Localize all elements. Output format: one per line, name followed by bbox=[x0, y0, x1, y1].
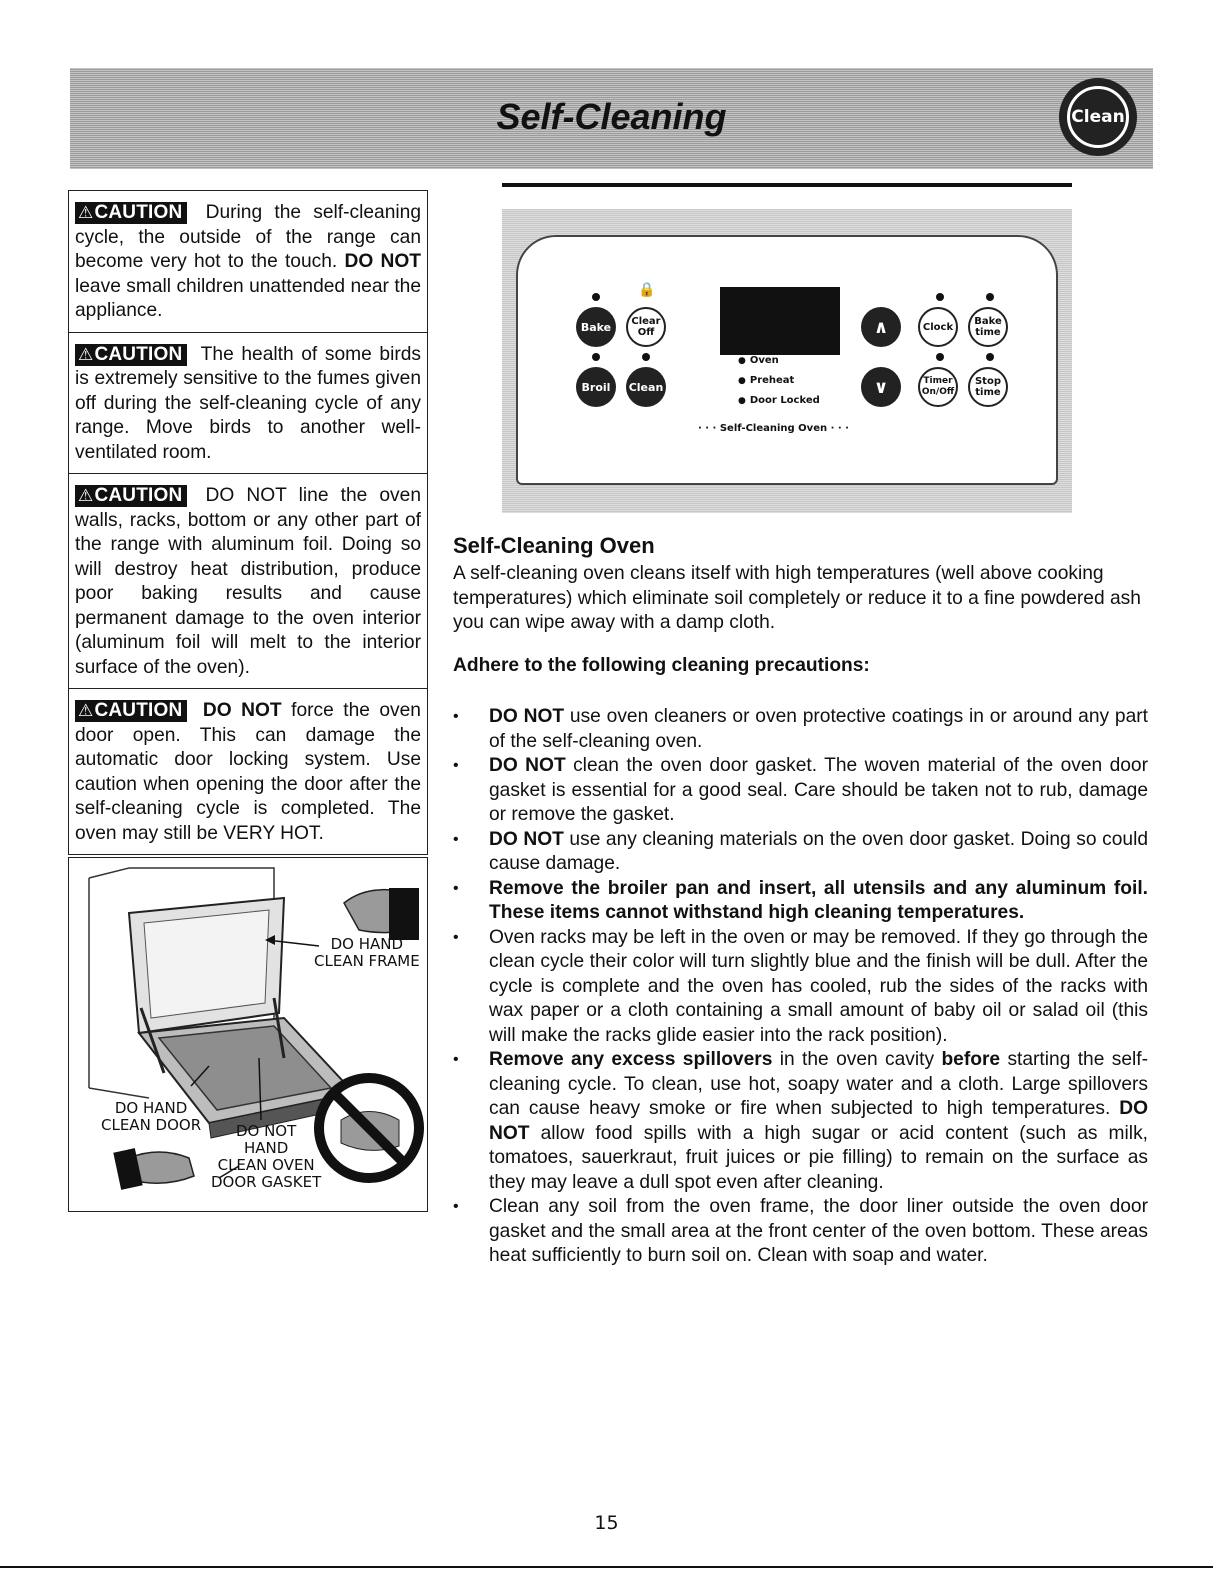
control-panel bbox=[516, 235, 1058, 485]
caution-badge: ⚠CAUTION bbox=[75, 700, 187, 722]
caution-badge: ⚠CAUTION bbox=[75, 344, 187, 366]
clean-button[interactable]: Clean bbox=[626, 367, 666, 407]
label-clean-frame: DO HAND CLEAN FRAME bbox=[314, 935, 420, 970]
broil-button[interactable]: Broil bbox=[576, 367, 616, 407]
list-item: • DO NOT clean the oven door gasket. The woven material of the oven door gasket is essential for a good seal. Care should be taken not to rub, damage or remove the gasket. bbox=[453, 754, 1148, 828]
control-panel-illustration bbox=[502, 183, 1072, 513]
list-item: • DO NOT use oven cleaners or oven protective coatings in or around any part of the self-cleaning oven. bbox=[453, 705, 1148, 754]
section-title: Self-Cleaning Oven bbox=[453, 533, 655, 558]
indicator-dot bbox=[592, 353, 600, 361]
list-item: • DO NOT use any cleaning materials on the oven door gasket. Doing so could cause damage. bbox=[453, 828, 1148, 877]
indicator-preheat: ● Preheat bbox=[738, 375, 794, 386]
page-title: Self-Cleaning bbox=[496, 96, 727, 137]
caution-list bbox=[68, 190, 428, 855]
warning-icon: ⚠ bbox=[78, 344, 94, 364]
label-clean-door: DO HAND CLEAN DOOR bbox=[101, 1099, 202, 1134]
intro-paragraph: A self-cleaning oven cleans itself with high temperatures (well above cooking temperatures) which eliminate soil completely or reduce it to a fine powdered ash you can wipe away with a damp cloth. bbox=[453, 563, 1141, 633]
caution-text: During the self-cleaning cycle, the outside of the range can become very hot to the touch. bbox=[75, 202, 421, 272]
caution-emphasis: DO NOT bbox=[202, 700, 282, 721]
caution-badge: ⚠CAUTION bbox=[75, 202, 187, 224]
clock-button[interactable]: Clock bbox=[918, 307, 958, 347]
bake-time-button[interactable]: Bake time bbox=[968, 307, 1008, 347]
indicator-dot bbox=[936, 293, 944, 301]
caution-text bbox=[193, 700, 202, 721]
indicator-dot bbox=[986, 353, 994, 361]
caution-emphasis: DO NOT bbox=[344, 251, 421, 272]
up-arrow-button[interactable]: ∧ bbox=[861, 307, 901, 347]
stop-time-button[interactable]: Stop time bbox=[968, 367, 1008, 407]
indicator-dot bbox=[592, 293, 600, 301]
precautions-list bbox=[453, 705, 1148, 1269]
list-item: • Oven racks may be left in the oven or may be removed. If they go through the clean cycle their color will turn slightly blue and the finish will be dull. After the cycle is complete and the oven has cooled, rub the sides of the racks with wax paper or a cloth containing a small amount of baby oil or salad oil (this will make the racks glide easier into the rack position). bbox=[453, 926, 1148, 1049]
warning-icon: ⚠ bbox=[78, 203, 94, 222]
precautions-heading: Adhere to the following cleaning precautions: bbox=[453, 655, 870, 676]
indicator-dot bbox=[642, 353, 650, 361]
indicator-dot bbox=[936, 353, 944, 361]
bake-button[interactable]: Bake bbox=[576, 307, 616, 347]
lock-icon: 🔒 bbox=[638, 281, 656, 297]
divider bbox=[502, 183, 1072, 187]
label-gasket: DO NOT HAND CLEAN OVEN DOOR GASKET bbox=[211, 1122, 322, 1191]
digital-display bbox=[720, 287, 840, 355]
indicator-dot bbox=[986, 293, 994, 301]
self-cleaning-caption: · · · Self-Cleaning Oven · · · bbox=[698, 423, 849, 434]
caution-item bbox=[69, 474, 427, 689]
caution-item bbox=[69, 689, 427, 854]
timer-button[interactable]: Timer On/Off bbox=[918, 367, 958, 407]
warning-icon: ⚠ bbox=[78, 486, 94, 505]
caution-item bbox=[69, 333, 427, 475]
indicator-oven: ● Oven bbox=[738, 355, 779, 366]
clean-icon-label: Clean bbox=[1067, 86, 1129, 148]
header-banner bbox=[70, 68, 1153, 169]
list-item: • Clean any soil from the oven frame, the door liner outside the oven door gasket and the small area at the front center of the oven bottom. These areas heat sufficiently to burn soil on. Clean with soap and water. bbox=[453, 1195, 1148, 1269]
indicator-door-locked: ● Door Locked bbox=[738, 395, 820, 406]
clear-off-button[interactable]: Clear Off bbox=[626, 307, 666, 347]
clean-icon bbox=[1059, 78, 1137, 156]
bottom-rule bbox=[0, 1566, 1213, 1568]
caution-text: DO NOT line the oven walls, racks, bottom or any other part of the range with aluminum foil. Doing so will destroy heat distribution, produce poor baking results and cause permanent damage to the oven interior (aluminum foil will melt to the interior surface of the oven). bbox=[75, 485, 421, 678]
caution-text: leave small children unattended near the appliance. bbox=[75, 275, 421, 321]
oven-door-illustration bbox=[68, 857, 428, 1212]
caution-text: force the oven door open. This can damage the automatic door locking system. Use caution when opening the door after the self-cleaning cycle is completed. The oven may still be VERY HOT. bbox=[75, 700, 421, 844]
warning-icon: ⚠ bbox=[78, 701, 94, 720]
caution-text: The health of some birds is extremely sensitive to the fumes given off during the self-cleaning cycle of any range. Move birds to another well-ventilated room. bbox=[75, 343, 421, 463]
list-item: • Remove any excess spillovers in the oven cavity before starting the self-cleaning cycle. To clean, use hot, soapy water and a cloth. Large spillovers can cause heavy smoke or fire when subjected to high temperatures. DO NOT allow food spills with a high sugar or acid content (such as milk, tomatoes, sauerkraut, fruit juices or pie filling) to remain on the surface as they may leave a dull spot even after cleaning. bbox=[453, 1048, 1148, 1195]
caution-badge: ⚠CAUTION bbox=[75, 485, 187, 507]
caution-item bbox=[69, 191, 427, 333]
down-arrow-button[interactable]: ∨ bbox=[861, 367, 901, 407]
page-number: 15 bbox=[594, 1512, 619, 1534]
list-item: • Remove the broiler pan and insert, all utensils and any aluminum foil. These items cannot withstand high cleaning temperatures. bbox=[453, 877, 1148, 926]
